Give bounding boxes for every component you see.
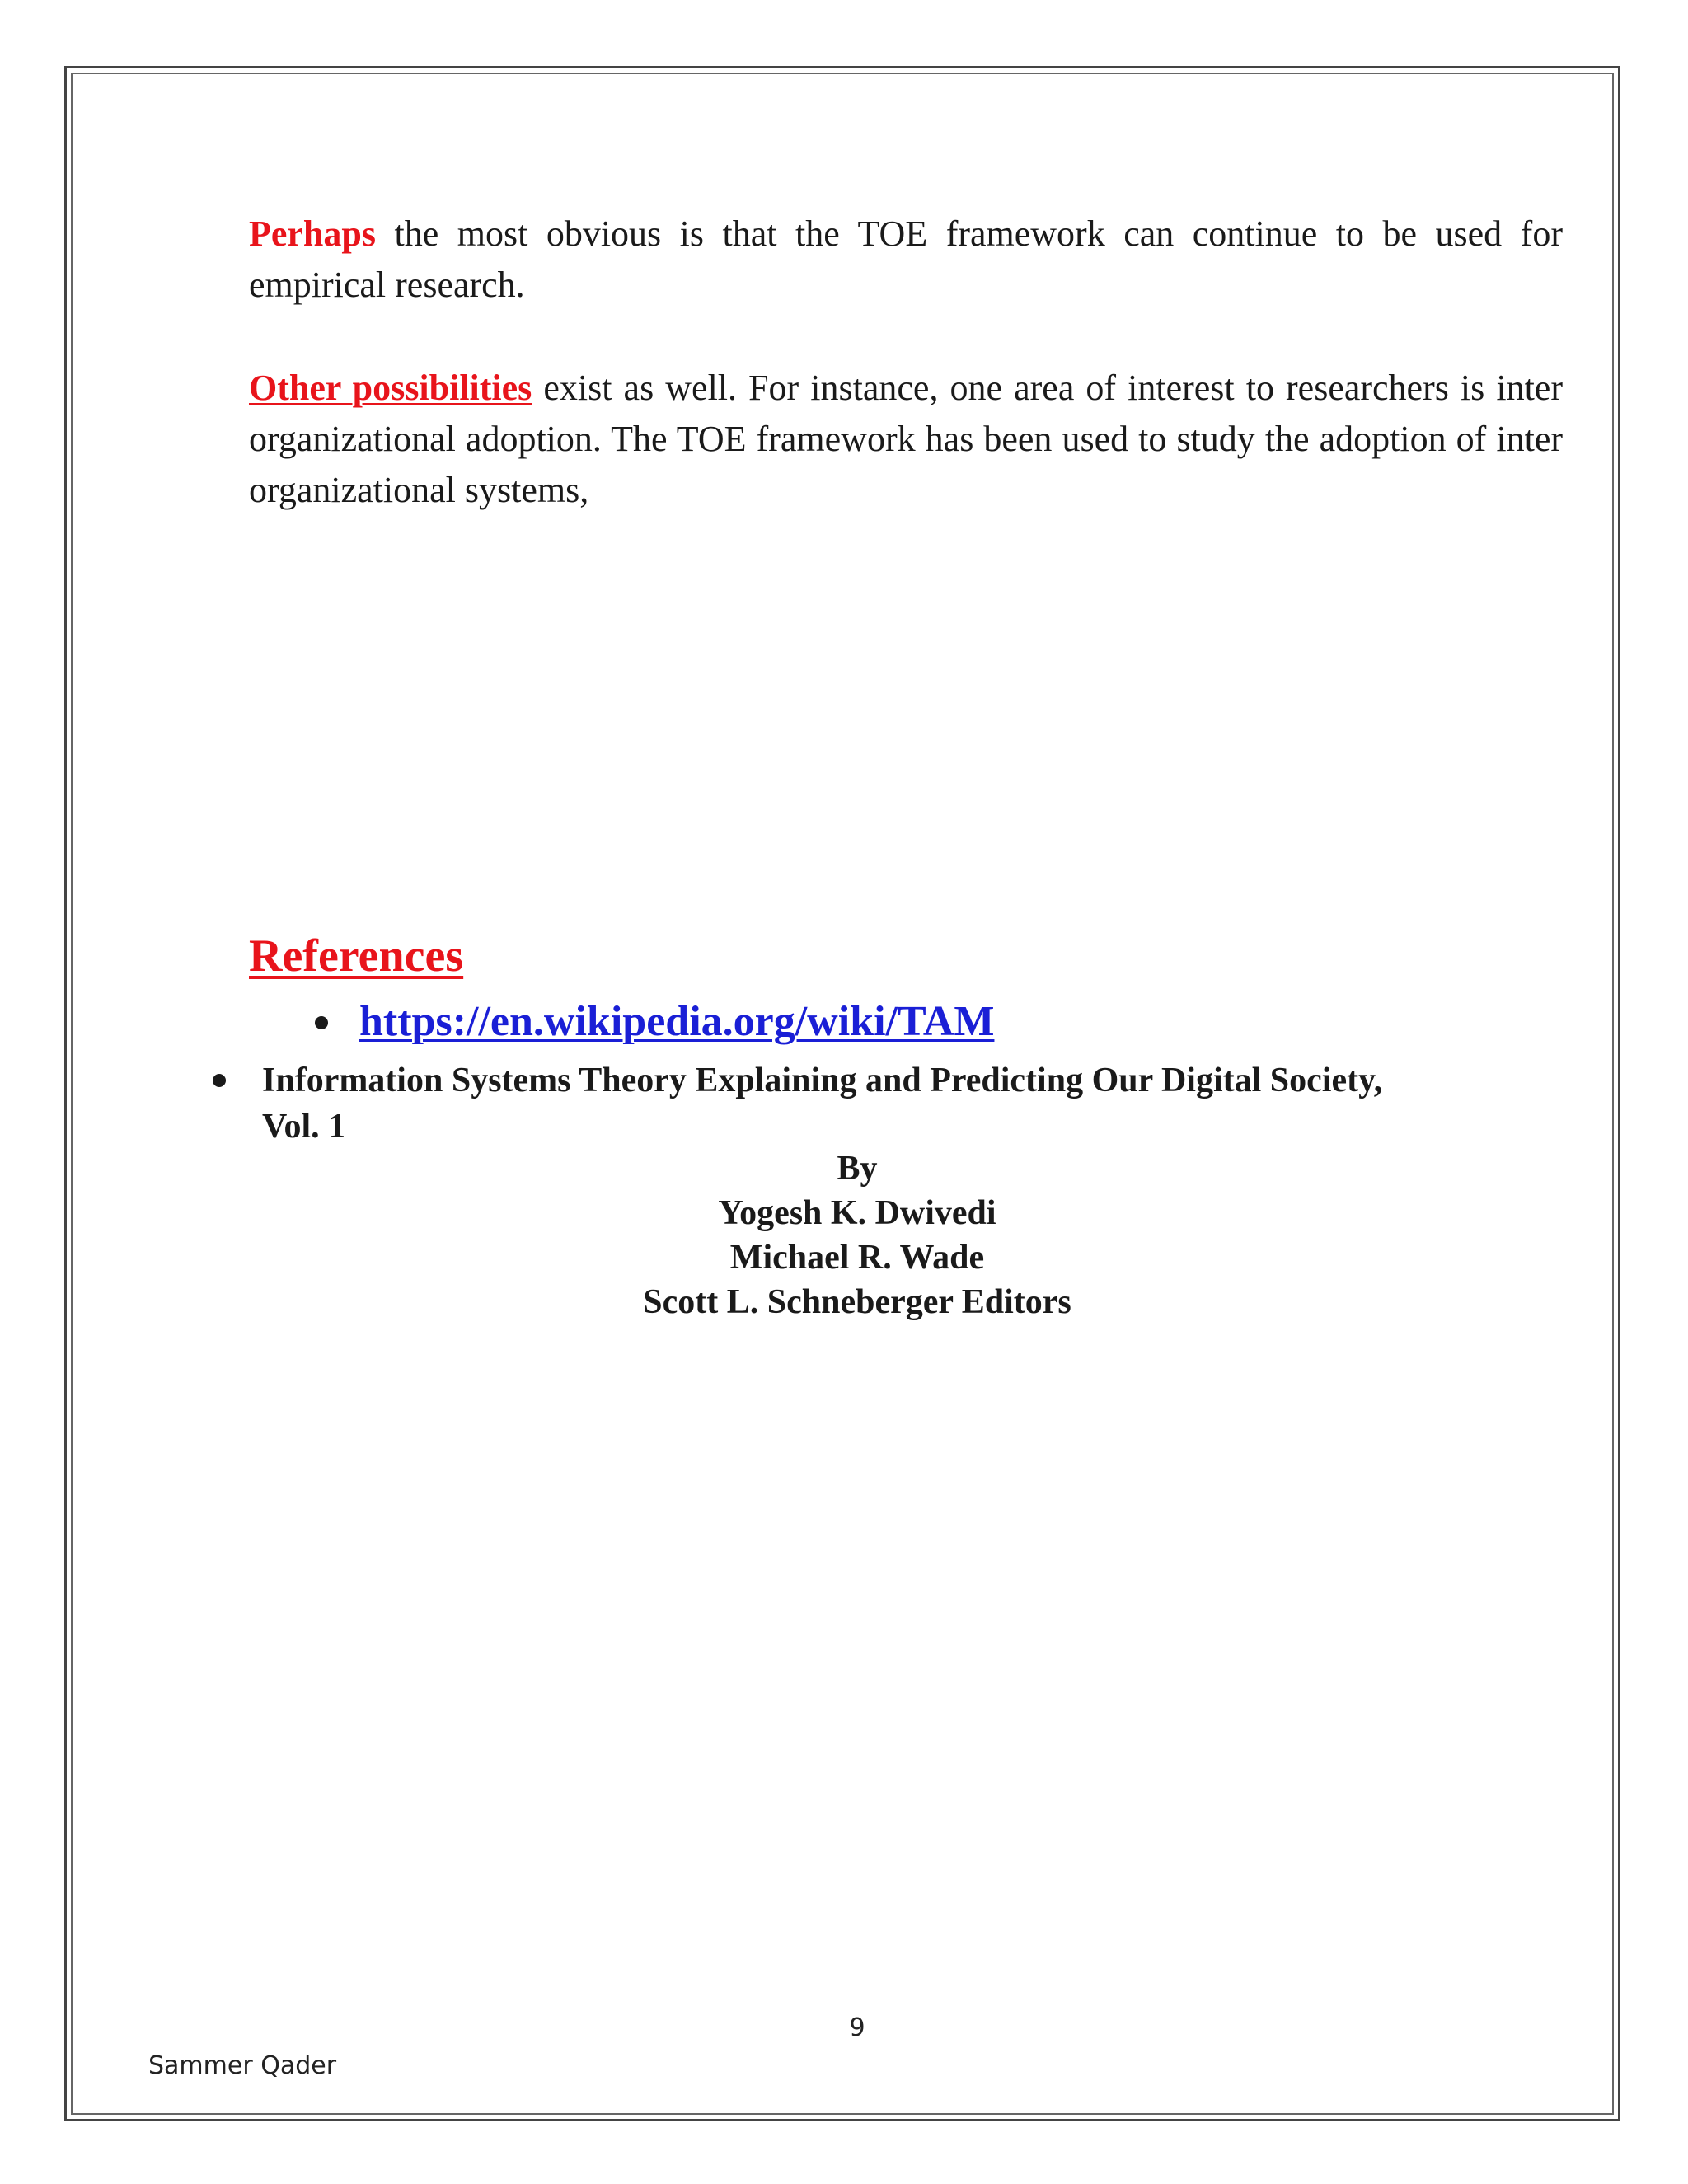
- footer-author: Sammer Qader: [148, 2051, 337, 2080]
- reference-book-title-line2: Vol. 1: [262, 1108, 346, 1146]
- bullet-icon: [213, 1074, 226, 1087]
- byline-author-3: Scott L. Schneberger Editors: [643, 1283, 1071, 1321]
- reference-book-title: [262, 1057, 1581, 1150]
- byline-by: By: [837, 1150, 878, 1188]
- paragraph-lead-other-possibilities: Other possibilities: [249, 368, 532, 408]
- paragraph-toe-empirical: [249, 209, 1563, 311]
- paragraph-other-possibilities: [249, 363, 1563, 516]
- paragraph-text: the most obvious is that the TOE framework can continue to be used for empirical research.: [249, 213, 1563, 305]
- reference-link-wikipedia-tam[interactable]: https://en.wikipedia.org/wiki/TAM: [359, 998, 995, 1045]
- byline-author-2: Michael R. Wade: [729, 1239, 985, 1277]
- references-heading: References: [249, 930, 464, 982]
- byline-author-1: Yogesh K. Dwivedi: [718, 1194, 996, 1232]
- bullet-icon: [315, 1016, 328, 1029]
- reference-book-title-line1: Information Systems Theory Explaining and Predicting Our Digital Society,: [262, 1062, 1383, 1099]
- page-number: 9: [849, 2013, 865, 2042]
- paragraph-text: exist as well. For instance, one area of interest to researchers is inter organizational adoption. The TOE framework has been used to study the adoption of inter organizational systems,: [249, 368, 1563, 510]
- paragraph-lead-perhaps: Perhaps: [249, 213, 376, 254]
